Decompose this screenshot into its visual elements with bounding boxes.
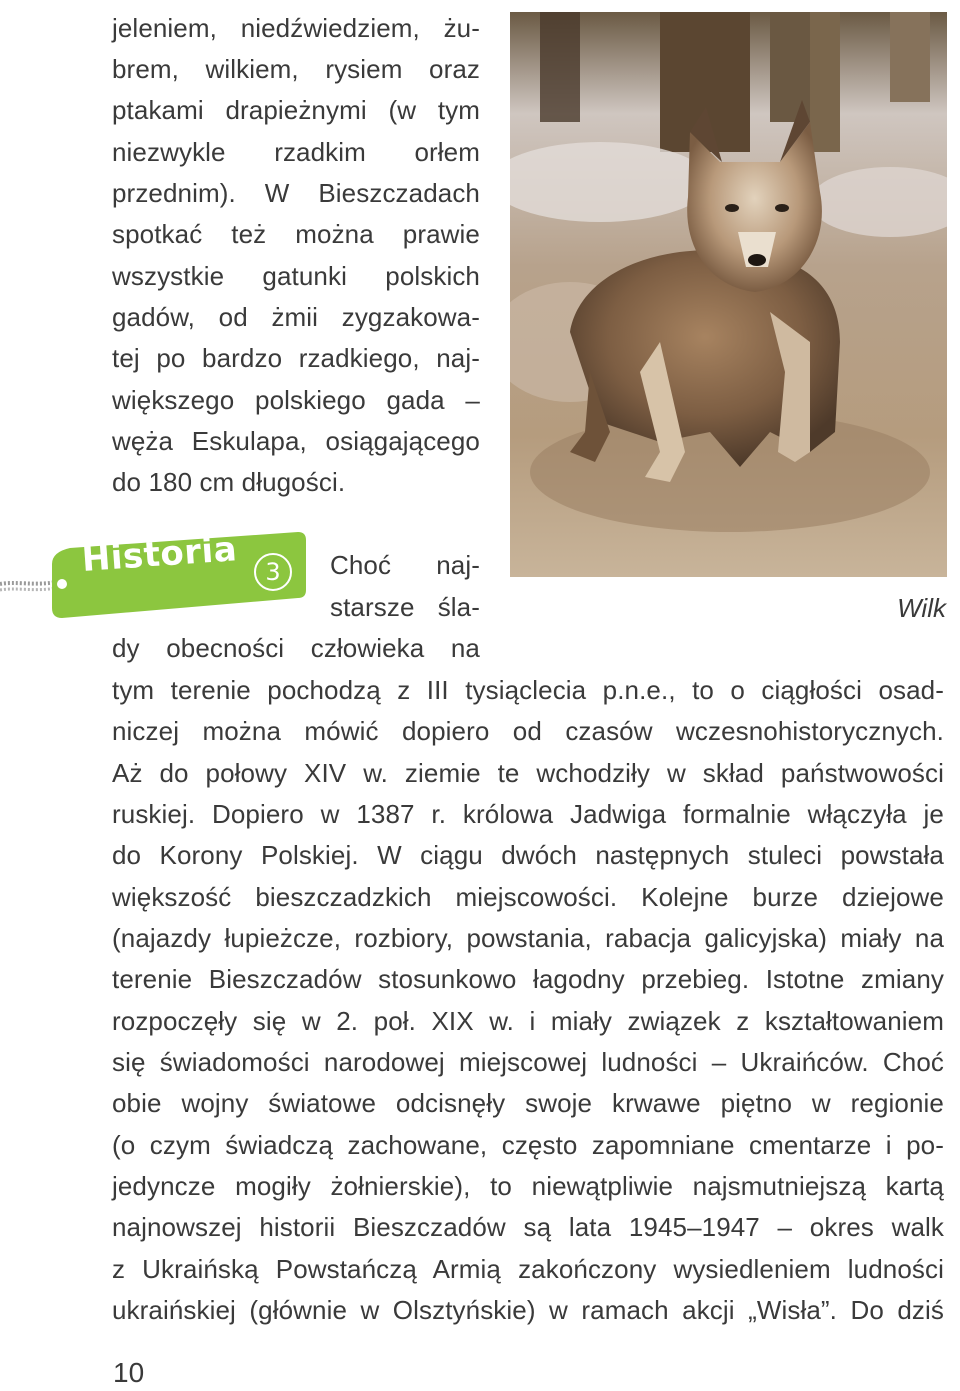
- paragraph-line: rozpoczęły się w 2. poł. XIX w. i miały związek z kształtowaniem: [112, 1006, 944, 1036]
- wolf-image: [510, 12, 947, 577]
- history-number-badge: 3: [254, 553, 292, 591]
- paragraph-line: brem, wilkiem, rysiem oraz: [112, 54, 480, 84]
- paragraph-line: dy obecności człowieka na: [112, 633, 480, 663]
- paragraph-line: z Ukraińską Powstańczą Armią zakończony wysiedleniem ludności: [112, 1254, 944, 1284]
- photo-caption: Wilk: [897, 593, 946, 623]
- paragraph-line: jedyncze mogiły żołnierskie), to niewątpliwie najsmutniejszą kartą: [112, 1171, 944, 1201]
- paragraph-line: spotkać też można prawie: [112, 219, 480, 249]
- paragraph-line: węża Eskulapa, osiągającego: [112, 426, 480, 456]
- paragraph-line: terenie Bieszczadów stosunkowo łagodny przebieg. Istotne zmiany: [112, 964, 944, 994]
- wolf-photo: [510, 12, 947, 577]
- paragraph-line: starsze śla-: [330, 592, 480, 622]
- paragraph-line: (o czym świadczą zachowane, często zapomniane cmentarze i po-: [112, 1130, 944, 1160]
- paragraph-line: ptakami drapieżnymi (w tym: [112, 95, 480, 125]
- paragraph-line: (najazdy łupieżcze, rozbiory, powstania, rabacja galicyjska) miały na: [112, 923, 944, 953]
- paragraph-line: większego polskiego gada –: [112, 385, 480, 415]
- paragraph-line: niezwykle rzadkim orłem: [112, 137, 480, 167]
- paragraph-line: tym terenie pochodzą z III tysiąclecia p.n.e., to o ciągłości osad-: [112, 675, 944, 705]
- paragraph-line: jeleniem, niedźwiedziem, żu-: [112, 13, 480, 43]
- paragraph-line: najnowszej historii Bieszczadów są lata 1945–1947 – okres walk: [112, 1212, 944, 1242]
- paragraph-line: ruskiej. Dopiero w 1387 r. królowa Jadwiga formalnie włączyła je: [112, 799, 944, 829]
- paragraph-line: gadów, od żmii zygzakowa-: [112, 302, 480, 332]
- paragraph-line: niczej można mówić dopiero od czasów wczesnohistorycznych.: [112, 716, 944, 746]
- paragraph-line: obie wojny światowe odcisnęły swoje krwawe piętno w regionie: [112, 1088, 944, 1118]
- paragraph-line: wszystkie gatunki polskich: [112, 261, 480, 291]
- paragraph-line: do Korony Polskiej. W ciągu dwóch następnych stuleci powstała: [112, 840, 944, 870]
- history-label: Historia: [80, 529, 239, 580]
- page-number: 10: [113, 1357, 145, 1388]
- paragraph-line: tej po bardzo rzadkiego, naj-: [112, 343, 480, 373]
- paragraph-line: większość bieszczadzkich miejscowości. Kolejne burze dziejowe: [112, 882, 944, 912]
- paragraph-line: do 180 cm długości.: [112, 467, 346, 497]
- paragraph-line: ukraińskiej (głównie w Olsztyńskie) w ramach akcji „Wisła”. Do dziś: [112, 1295, 944, 1325]
- paragraph-line: Aż do połowy XIV w. ziemie te wchodziły w skład państwowości: [112, 758, 944, 788]
- paragraph-line: się świadomości narodowej miejscowej ludności – Ukraińców. Choć: [112, 1047, 944, 1077]
- paragraph-line: przednim). W Bieszczadach: [112, 178, 480, 208]
- paragraph-line: Choć naj-: [330, 550, 480, 580]
